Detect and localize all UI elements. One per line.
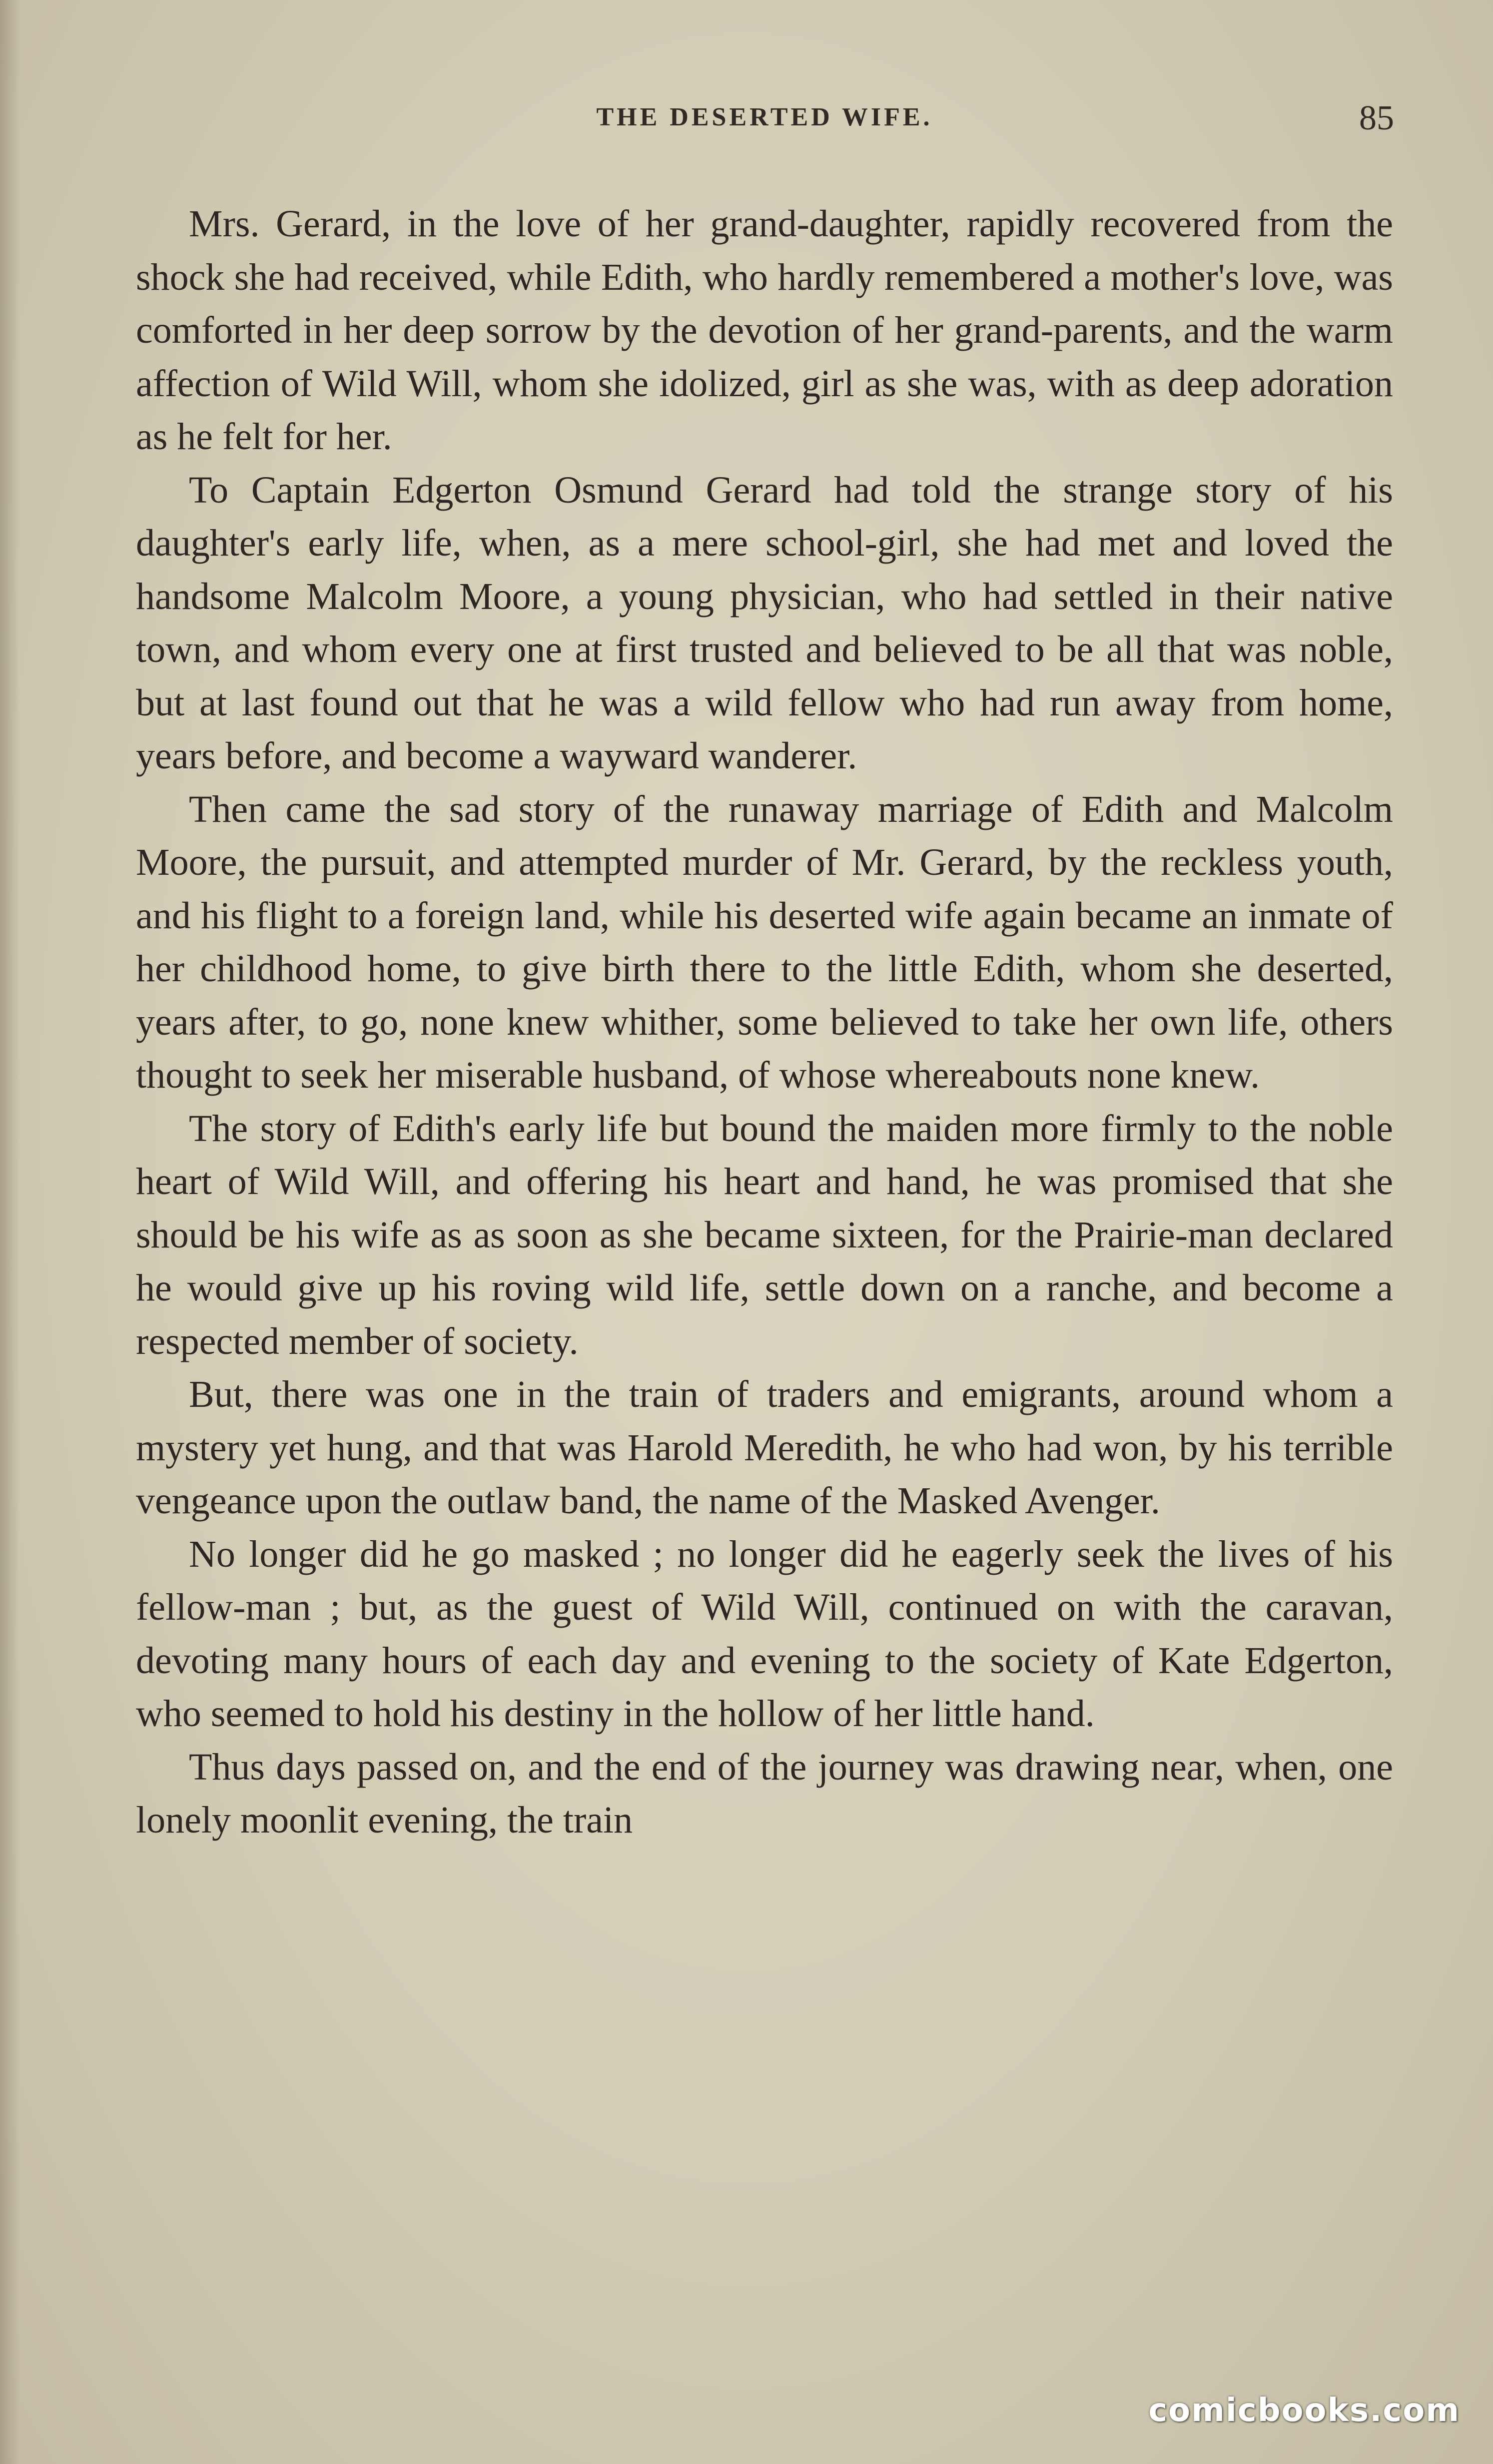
page-header: [135, 99, 1394, 147]
paragraph-5: But, there was one in the train of traders and emigrants, around whom a mystery yet hung, and that was Harold Meredith, he who had won, by his terrible vengeance upon the outlaw band, the name of the Masked Avenger.: [136, 1373, 1393, 1522]
paragraph-6: No longer did he go masked ; no longer did he eagerly seek the lives of his fellow-man ; but, as the guest of Wild Will, continued on with the caravan, devoting many hours of each day and evening to the society of Kate Edgerton, who seemed to hold his destiny in the hollow of her little hand.: [136, 1533, 1393, 1735]
page-number: 85: [1359, 99, 1394, 137]
paragraph-4: The story of Edith's early life but bound the maiden more firmly to the noble heart of Wild Will, and offering his heart and hand, he was promised that she should be his wife as as soon as she became sixteen, for the Prairie-man declared he would give up his roving wild life, settle down on a ranche, and become a respected member of society.: [136, 1107, 1393, 1362]
running-head: THE DESERTED WIFE.: [596, 103, 933, 131]
paragraph-3: Then came the sad story of the runaway marriage of Edith and Malcolm Moore, the pursuit, and attempted murder of Mr. Gerard, by the reckless youth, and his flight to a foreign land, while his deserted wife again became an inmate of her childhood home, to give birth there to the little Edith, whom she deserted, years after, to go, none knew whither, some believed to take her own life, others thought to seek her miserable husband, of whose whereabouts none knew.: [136, 788, 1393, 1096]
paragraph-7: Thus days passed on, and the end of the journey was drawing near, when, one lonely moonlit evening, the train: [136, 1746, 1393, 1841]
paragraph-1: Mrs. Gerard, in the love of her grand-daughter, rapidly recovered from the shock she had received, while Edith, who hardly remembered a mother's love, was comforted in her deep sorrow by the devotion of her grand-parents, and the warm affection of Wild Will, whom she idolized, girl as she was, with as deep adoration as he felt for her.: [136, 203, 1393, 458]
paragraph-2: To Captain Edgerton Osmund Gerard had told the strange story of his daughter's early life, when, as a mere school-girl, she had met and loved the handsome Malcolm Moore, a young physician, who had settled in their native town, and whom every one at first trusted and believed to be all that was noble, but at last found out that he was a wild fellow who had run away from home, years before, and become a wayward wanderer.: [136, 469, 1393, 777]
watermark: comicbooks.com: [1148, 2392, 1460, 2429]
page-edge-shadow: [0, 0, 20, 2464]
body-text: [136, 197, 1393, 1847]
